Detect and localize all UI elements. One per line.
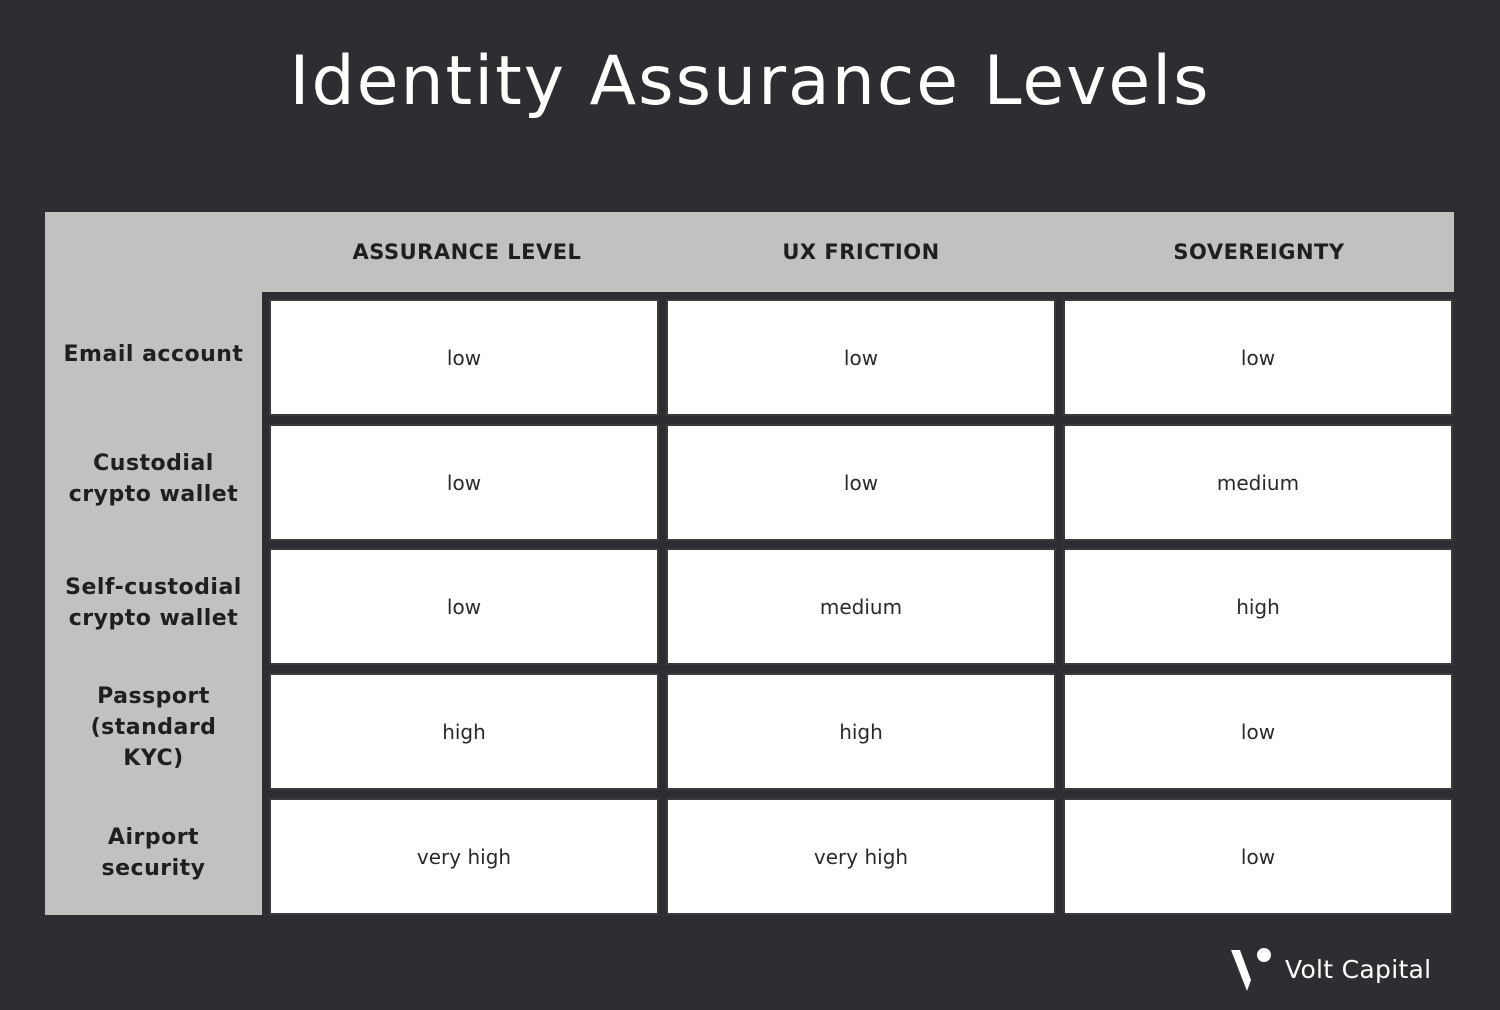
page-title: Identity Assurance Levels bbox=[289, 42, 1211, 121]
table-cell: very high bbox=[269, 798, 659, 915]
assurance-table bbox=[45, 212, 1454, 915]
brand-name: Volt Capital bbox=[1285, 954, 1432, 984]
column-header-ux-friction: UX FRICTION bbox=[782, 240, 940, 264]
table-cell: high bbox=[666, 673, 1056, 790]
row-header-custodial-crypto-wallet: Custodial crypto wallet bbox=[68, 450, 239, 507]
table-cell: high bbox=[1063, 548, 1453, 665]
table-cell: low bbox=[1063, 798, 1453, 915]
row-header-email-account: Email account bbox=[63, 341, 244, 367]
table-cell: low bbox=[1063, 299, 1453, 416]
table-cell: medium bbox=[1063, 424, 1453, 541]
table-cell: low bbox=[269, 548, 659, 665]
table-cell: low bbox=[1063, 673, 1453, 790]
table-cell: very high bbox=[666, 798, 1056, 915]
row-header-self-custodial-crypto-wallet: Self-custodial crypto wallet bbox=[65, 575, 242, 631]
column-header-sovereignty: SOVEREIGNTY bbox=[1173, 240, 1345, 264]
table-cell: medium bbox=[666, 548, 1056, 665]
row-header-airport-security: Airport security bbox=[101, 824, 206, 881]
column-header-assurance-level: ASSURANCE LEVEL bbox=[352, 240, 582, 264]
table-cell: low bbox=[269, 299, 659, 416]
table-cell: low bbox=[269, 424, 659, 541]
brand-logo bbox=[1229, 944, 1431, 994]
row-header-passport: Passport (standard KYC) bbox=[90, 684, 217, 771]
volt-logo-icon bbox=[1229, 944, 1275, 994]
table-cell: high bbox=[269, 673, 659, 790]
table-cell: low bbox=[666, 424, 1056, 541]
table-cell: low bbox=[666, 299, 1056, 416]
